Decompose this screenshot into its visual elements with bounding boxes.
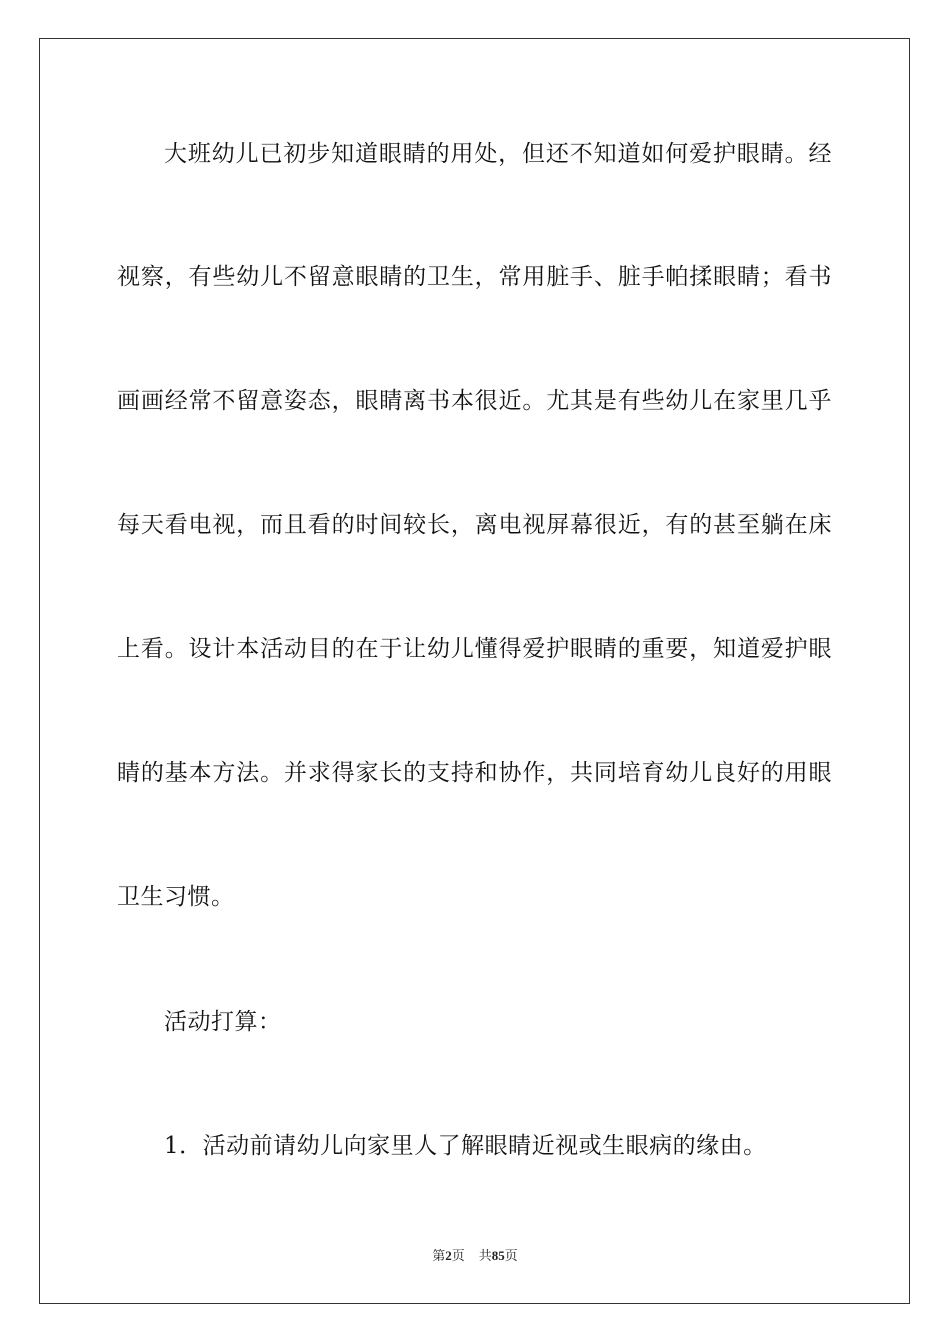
- page-prefix: 第: [432, 1249, 446, 1264]
- paragraph-line-2: 视察，有些幼儿不留意眼睛的卫生，常用脏手、脏手帕揉眼睛；看书: [117, 264, 832, 290]
- paragraph-line-6: 睛的基本方法。并求得家长的支持和协作，共同培育幼儿良好的用眼: [117, 760, 832, 786]
- total-pages: 85: [491, 1248, 505, 1263]
- page-frame: [39, 38, 910, 1304]
- total-prefix: 共: [478, 1249, 492, 1264]
- paragraph-line-3: 画画经常不留意姿态，眼睛离书本很近。尤其是有些幼儿在家里几乎: [117, 388, 832, 414]
- paragraph-line-7: 卫生习惯。: [117, 884, 235, 910]
- page-number: 2: [445, 1248, 452, 1263]
- paragraph-line-1: 大班幼儿已初步知道眼睛的用处，但还不知道如何爱护眼睛。经: [164, 141, 832, 167]
- paragraph-line-4: 每天看电视，而且看的时间较长，离电视屏幕很近，有的甚至躺在床: [117, 512, 832, 538]
- section-heading: 活动打算：: [164, 1009, 282, 1035]
- paragraph-line-5: 上看。设计本活动目的在于让幼儿懂得爱护眼睛的重要，知道爱护眼: [117, 636, 832, 662]
- page-suffix: 页: [451, 1249, 465, 1264]
- list-item: 1．活动前请幼儿向家里人了解眼睛近视或生眼病的缘由。: [164, 1133, 767, 1159]
- page-footer: [0, 1247, 950, 1266]
- total-suffix: 页: [504, 1249, 518, 1264]
